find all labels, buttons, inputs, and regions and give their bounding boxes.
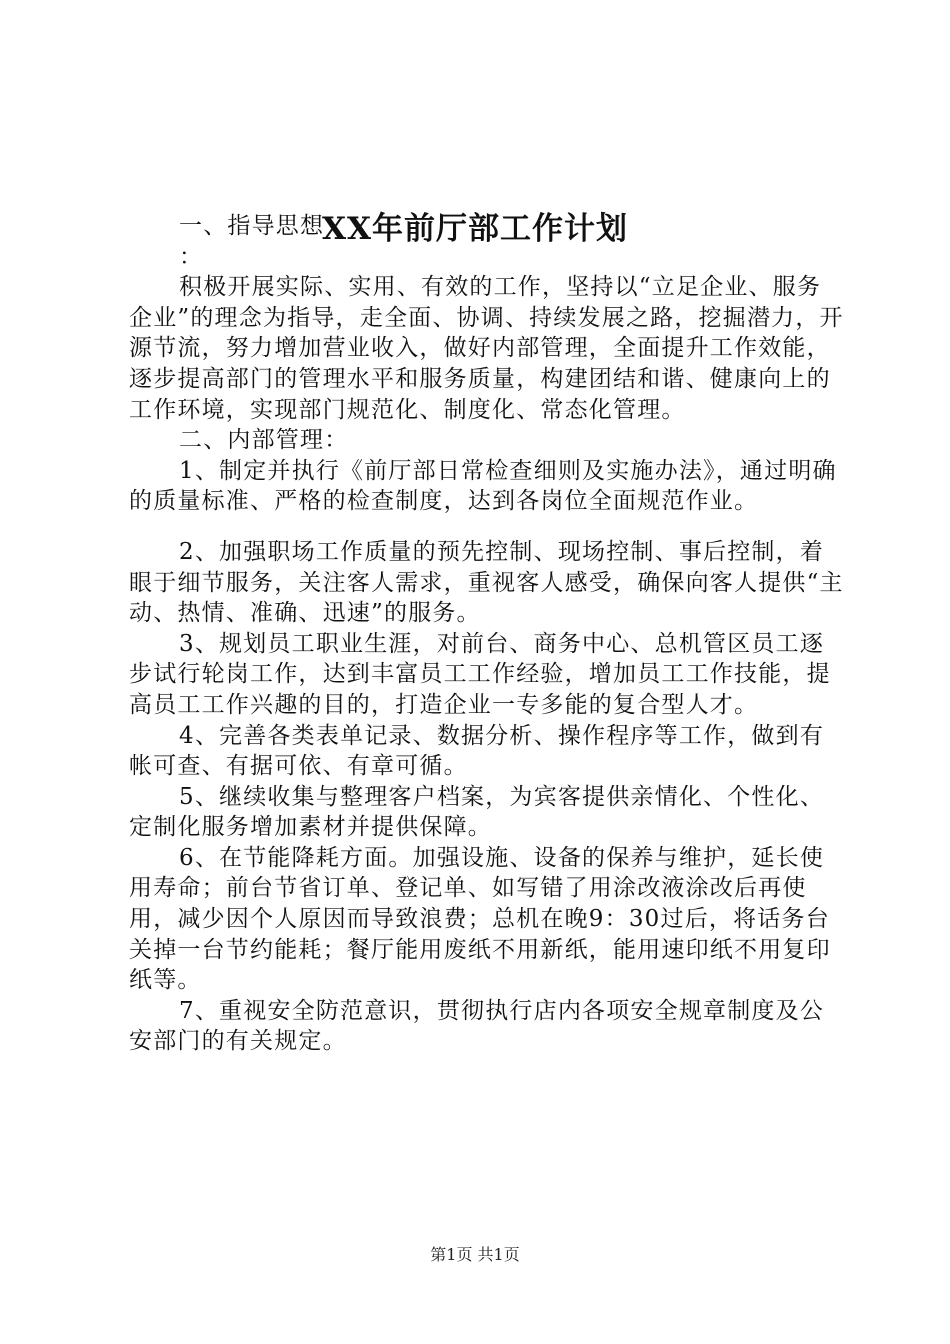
paragraph-item-4: 4、完善各类表单记录、数据分析、操作程序等工作，做到有帐可查、有据可依、有章可循。 — [129, 722, 825, 780]
paragraph-guiding-content: 积极开展实际、实用、有效的工作，坚持以“立足企业、服务企业”的理念为指导，走全面、协调、持续发展之路，挖掘潜力，开源节流，努力增加营业收入，做好内部管理，全面提升工作效能，逐步提高部门的管理水平和服务质量，构建团结和谐、健康向上的工作环境，实现部门规范化、制度化、常态化管理。 — [129, 274, 844, 423]
section-heading-internal-management: 二、内部管理： — [179, 427, 349, 454]
section-heading-guiding-ideology: 一、指导思想 — [179, 213, 325, 239]
paragraph-item-6: 6、在节能降耗方面。加强设施、设备的保养与维护，延长使用寿命；前台节省订单、登记单、如写错了用涂改液涂改后再使用，减少因个人原因而导致浪费；总机在晚9：30过后，将话务台关掉一台节约能耗；餐厅能用废纸不用新纸，能用速印纸不用复印纸等。 — [129, 844, 831, 994]
paragraph-item-3: 3、规划员工职业生涯，对前台、商务中心、总机管区员工逐步试行轮岗工作，达到丰富员工工作经验，增加员工工作技能，提高员工工作兴趣的目的，打造企业一专多能的复合型人才。 — [129, 630, 831, 718]
paragraph-item-1: 1、制定并执行《前厅部日常检查细则及实施办法》，通过明确的质量标准、严格的检查制度，达到各岗位全面规范作业。 — [129, 457, 837, 515]
paragraph-item-7: 7、重视安全防范意识，贯彻执行店内各项安全规章制度及公安部门的有关规定。 — [129, 997, 825, 1055]
document-title: XX年前厅部工作计划 — [321, 210, 629, 247]
paragraph-item-5: 5、继续收集与整理客户档案，为宾客提供亲情化、个性化、定制化服务增加素材并提供保障。 — [129, 783, 825, 841]
document-body — [129, 211, 844, 1057]
colon-line: ： — [179, 243, 204, 270]
paragraph-item-2: 2、加强职场工作质量的预先控制、现场控制、事后控制，着眼于细节服务，关注客人需求，重视客人感受，确保向客人提供“主动、热情、准确、迅速”的服务。 — [129, 538, 844, 627]
page-footer: 第1页 共1页 — [430, 1245, 520, 1264]
